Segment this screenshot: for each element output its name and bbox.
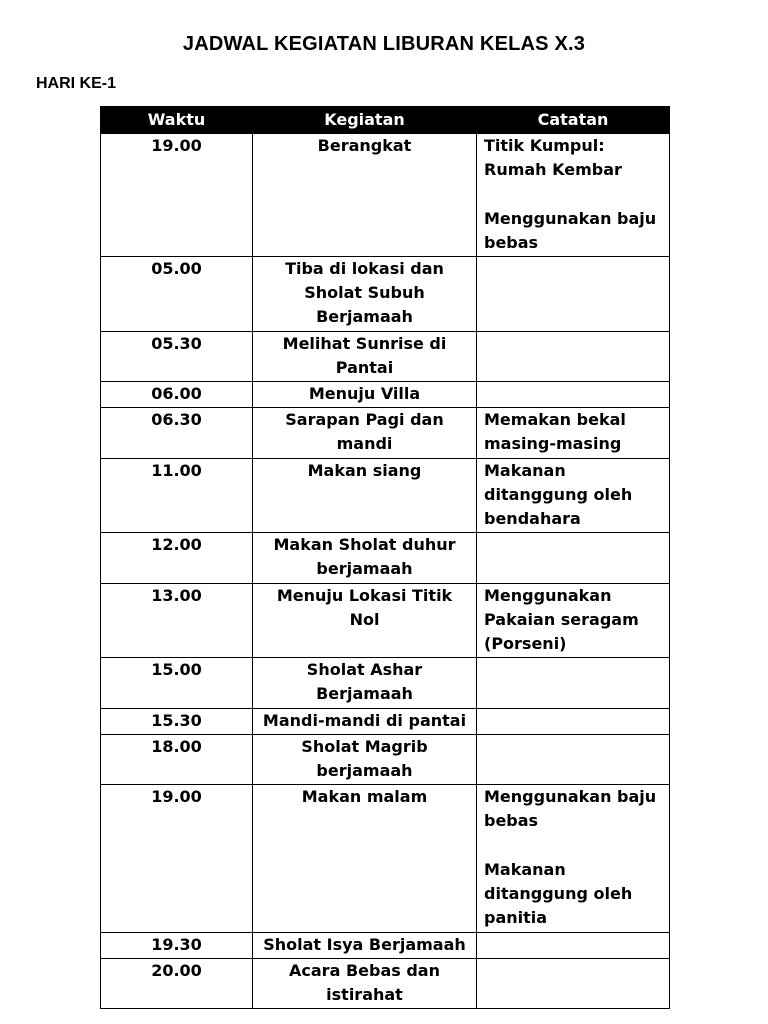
time-cell: 05.30 — [101, 331, 253, 381]
table-row — [101, 533, 670, 583]
schedule-table — [100, 106, 670, 1009]
activity-cell: Sholat Isya Berjamaah — [253, 932, 477, 958]
activity-cell: Melihat Sunrise di Pantai — [253, 331, 477, 381]
time-cell: 19.30 — [101, 932, 253, 958]
time-cell: 13.00 — [101, 583, 253, 658]
time-cell: 15.30 — [101, 708, 253, 734]
note-cell: Memakan bekal masing-masing — [477, 408, 670, 458]
header-waktu: Waktu — [101, 107, 253, 134]
note-cell: Titik Kumpul: Rumah Kembar Menggunakan baju bebas — [477, 134, 670, 257]
table-row — [101, 408, 670, 458]
activity-cell: Makan malam — [253, 785, 477, 932]
note-cell — [477, 958, 670, 1008]
table-row — [101, 958, 670, 1008]
activity-cell: Menuju Lokasi Titik Nol — [253, 583, 477, 658]
note-cell — [477, 734, 670, 784]
activity-cell: Berangkat — [253, 134, 477, 257]
note-cell — [477, 932, 670, 958]
table-row — [101, 932, 670, 958]
time-cell: 19.00 — [101, 785, 253, 932]
table-row — [101, 134, 670, 257]
activity-cell: Makan siang — [253, 458, 477, 533]
note-cell: Makanan ditanggung oleh bendahara — [477, 458, 670, 533]
time-cell: 12.00 — [101, 533, 253, 583]
table-row — [101, 583, 670, 658]
time-cell: 06.00 — [101, 382, 253, 408]
table-row — [101, 257, 670, 332]
note-cell — [477, 708, 670, 734]
activity-cell: Tiba di lokasi dan Sholat Subuh Berjamaah — [253, 257, 477, 332]
activity-cell: Menuju Villa — [253, 382, 477, 408]
table-row — [101, 785, 670, 932]
activity-cell: Sarapan Pagi dan mandi — [253, 408, 477, 458]
table-row — [101, 331, 670, 381]
header-catatan: Catatan — [477, 107, 670, 134]
note-cell — [477, 658, 670, 708]
activity-cell: Sholat Ashar Berjamaah — [253, 658, 477, 708]
table-row — [101, 734, 670, 784]
time-cell: 20.00 — [101, 958, 253, 1008]
time-cell: 18.00 — [101, 734, 253, 784]
header-kegiatan: Kegiatan — [253, 107, 477, 134]
activity-cell: Makan Sholat duhur berjamaah — [253, 533, 477, 583]
day-label: HARI KE-1 — [36, 75, 117, 92]
note-cell: Menggunakan baju bebas Makanan ditanggung oleh panitia — [477, 785, 670, 932]
note-cell: Menggunakan Pakaian seragam (Porseni) — [477, 583, 670, 658]
table-row — [101, 382, 670, 408]
time-cell: 05.00 — [101, 257, 253, 332]
note-cell — [477, 257, 670, 332]
activity-cell: Sholat Magrib berjamaah — [253, 734, 477, 784]
table-row — [101, 458, 670, 533]
activity-cell: Mandi-mandi di pantai — [253, 708, 477, 734]
time-cell: 15.00 — [101, 658, 253, 708]
table-header-row — [101, 107, 670, 134]
time-cell: 11.00 — [101, 458, 253, 533]
note-cell — [477, 533, 670, 583]
activity-cell: Acara Bebas dan istirahat — [253, 958, 477, 1008]
note-cell — [477, 382, 670, 408]
note-cell — [477, 331, 670, 381]
page-title: JADWAL KEGIATAN LIBURAN KELAS X.3 — [182, 33, 586, 55]
table-row — [101, 708, 670, 734]
time-cell: 19.00 — [101, 134, 253, 257]
table-row — [101, 658, 670, 708]
time-cell: 06.30 — [101, 408, 253, 458]
